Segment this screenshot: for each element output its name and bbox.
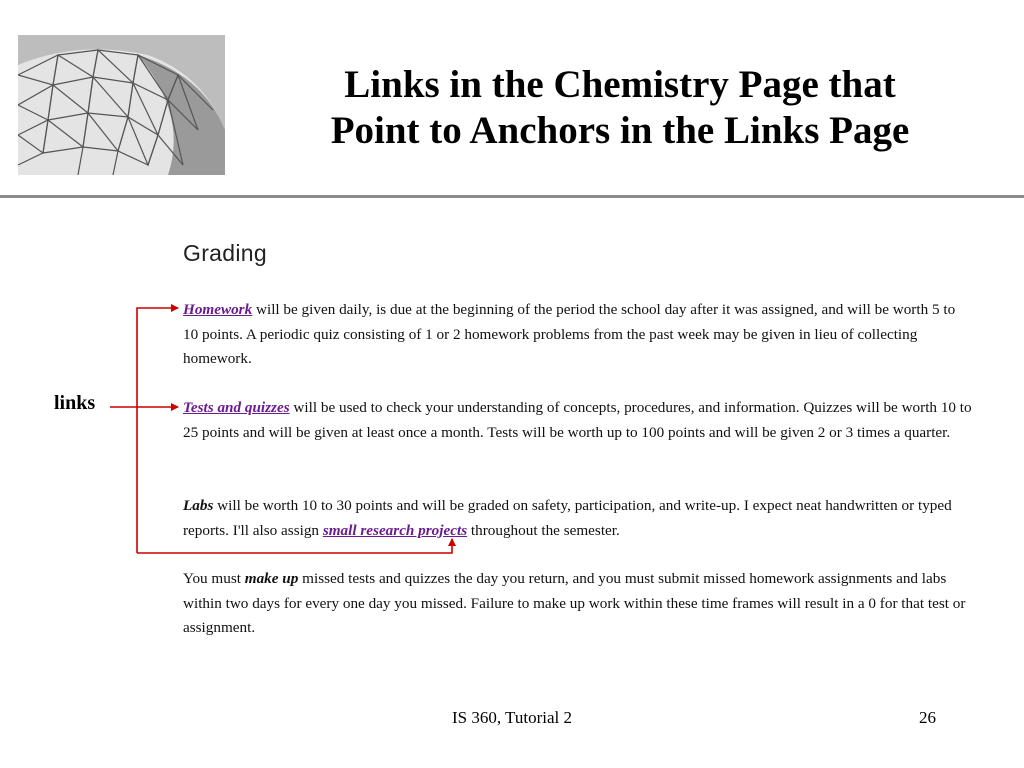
homework-link[interactable]: Homework: [183, 301, 253, 318]
make-up-paragraph: [183, 567, 973, 641]
labs-text-after: throughout the semester.: [467, 521, 620, 539]
small-research-projects-link[interactable]: small research projects: [322, 521, 468, 539]
labs-label: Labs: [183, 497, 214, 514]
tests-paragraph: [183, 396, 973, 445]
slide-title-line-2: Point to Anchors in the Links Page: [330, 109, 910, 152]
page-number: 26: [919, 708, 936, 727]
slide-title: [250, 62, 990, 154]
homework-text: will be given daily, is due at the beginning of the period the school day after it was assigned, and will be worth 5 to 10 points. A periodic quiz consisting of 1 or 2 homework problems from the past week may be given in lieu of collecting homework.: [183, 301, 956, 367]
labs-text-before: will be worth 10 to 30 points and will be graded on safety, participation, and write-up. I expect neat handwritten or typed reports. I'll also assign: [183, 497, 952, 539]
geodesic-dome-logo: [18, 35, 225, 175]
make-up-text-after: missed tests and quizzes the day you return, and you must submit missed homework assignments and labs within two days for every one day you missed. Failure to make up work within these time frames will result in a 0 for that test or assignment.: [183, 570, 966, 636]
arrow-to-homework: [137, 308, 178, 553]
title-divider: [0, 195, 1024, 198]
tests-and-quizzes-link[interactable]: Tests and quizzes: [183, 399, 290, 416]
make-up-text-before: You must: [183, 570, 245, 587]
slide-title-line-1: Links in the Chemistry Page that: [344, 63, 896, 106]
tests-text: will be used to check your understanding of concepts, procedures, and information. Quizzes will be worth 10 to 25 points and will be given at least once a month. Tests will be worth up to 100 points and will be given 2 or 3 times a quarter.: [183, 399, 972, 441]
homework-paragraph: [183, 298, 973, 372]
footer-text: IS 360, Tutorial 2: [452, 708, 572, 727]
labs-paragraph: [183, 494, 973, 543]
grading-heading: Grading: [183, 240, 267, 266]
chemistry-page-screenshot: [178, 236, 972, 646]
make-up-label: make up: [244, 570, 299, 587]
links-label: links: [54, 392, 96, 414]
